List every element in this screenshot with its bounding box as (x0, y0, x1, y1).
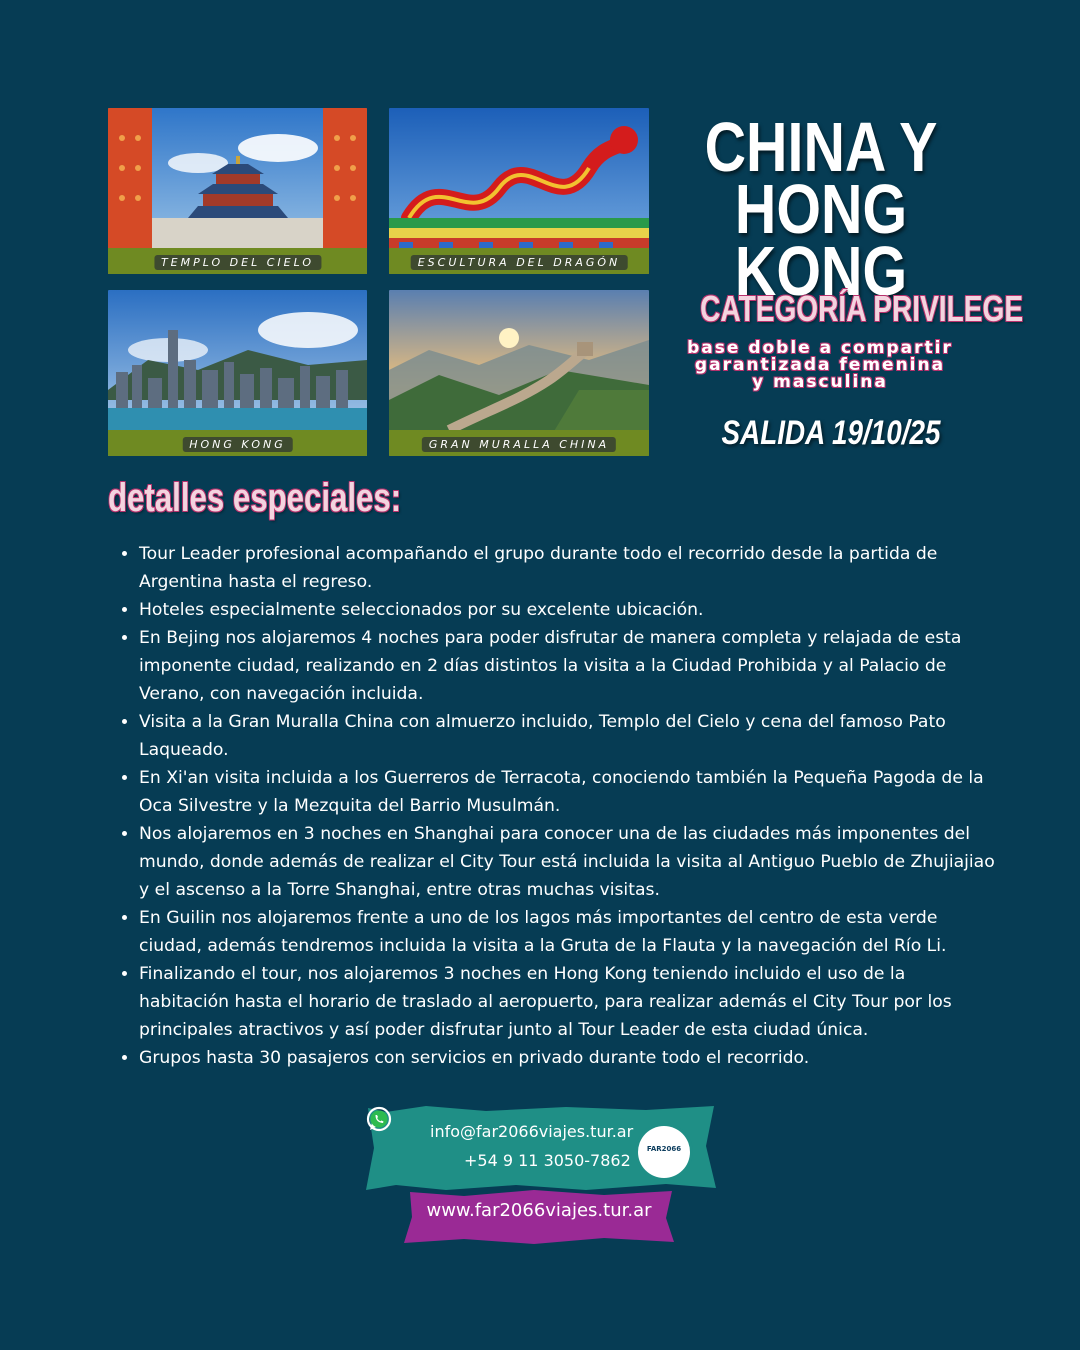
photo-caption: HONG KONG (182, 437, 293, 452)
contact-email[interactable]: info@far2066viajes.tur.ar (430, 1122, 634, 1141)
whatsapp-icon (366, 1106, 392, 1132)
list-item: • Finalizando el tour, nos alojaremos 3 noches en Hong Kong teniendo incluido el uso de la habitación hasta el horario de traslado al aeropuerto, para realizar además el City Tour por los principales atractivos y así poder disfrutar junto al Tour Leader de esta ciudad única. (139, 960, 999, 1044)
title-line-1: CHINA Y (704, 108, 938, 186)
photo-gran-muralla-china (389, 290, 649, 456)
title-line-2: HONG KONG (734, 170, 908, 310)
photo-escultura-del-dragon (389, 108, 649, 274)
photo-caption: GRAN MURALLA CHINA (422, 437, 616, 452)
base-line-1: base doble a compartir (687, 338, 953, 358)
base-line-2: garantizada femenina (694, 355, 946, 375)
agency-logo (638, 1126, 690, 1178)
photo-templo-del-cielo (108, 108, 367, 274)
contact-band (366, 1106, 716, 1190)
details-list (108, 540, 999, 1072)
departure-date: SALIDA 19/10/25 (721, 414, 941, 452)
room-base-text (660, 340, 980, 391)
list-item: • Nos alojaremos en 3 noches en Shanghai para conocer una de las ciudades más imponentes del mundo, donde además de realizar el City Tour está incluida la visita al Antiguo Pueblo de Zhujiajiao y el ascenso a la Torre Shanghai, entre otras muchas visitas. (139, 820, 999, 904)
base-line-3: y masculina (752, 372, 888, 392)
list-item: • En Guilin nos alojaremos frente a uno de los lagos más importantes del centro de esta verde ciudad, además tendremos incluida la visita a la Gruta de la Flauta y la navegación del Río Li. (139, 904, 999, 960)
list-item: • Visita a la Gran Muralla China con almuerzo incluido, Templo del Cielo y cena del famoso Pato Laqueado. (139, 708, 999, 764)
contact-phone[interactable]: +54 9 11 3050-7862 (464, 1151, 631, 1170)
photo-hong-kong (108, 290, 367, 456)
category-heading: CATEGORÍA PRIVILEGE (700, 288, 1024, 329)
list-item: • Tour Leader profesional acompañando el grupo durante todo el recorrido desde la partida de Argentina hasta el regreso. (139, 540, 999, 596)
website-band (404, 1190, 674, 1244)
list-item: • Grupos hasta 30 pasajeros con servicios en privado durante todo el recorrido. (139, 1044, 999, 1072)
list-item: • Hoteles especialmente seleccionados por su excelente ubicación. (139, 596, 999, 624)
list-item: • En Bejing nos alojaremos 4 noches para poder disfrutar de manera completa y relajada de esta imponente ciudad, realizando en 2 días distintos la visita a la Ciudad Prohibida y al Palacio de Verano, con navegación incluida. (139, 624, 999, 708)
website-link[interactable]: www.far2066viajes.tur.ar (426, 1200, 652, 1221)
page-title (694, 108, 948, 310)
photo-caption: ESCULTURA DEL DRAGÓN (411, 255, 628, 270)
photo-caption: TEMPLO DEL CIELO (154, 255, 321, 270)
list-item: • En Xi'an visita incluida a los Guerreros de Terracota, conociendo también la Pequeña Pagoda de la Oca Silvestre y la Mezquita del Barrio Musulmán. (139, 764, 999, 820)
logo-text: FAR2066 (646, 1145, 682, 1153)
details-heading: detalles especiales: (108, 476, 402, 520)
